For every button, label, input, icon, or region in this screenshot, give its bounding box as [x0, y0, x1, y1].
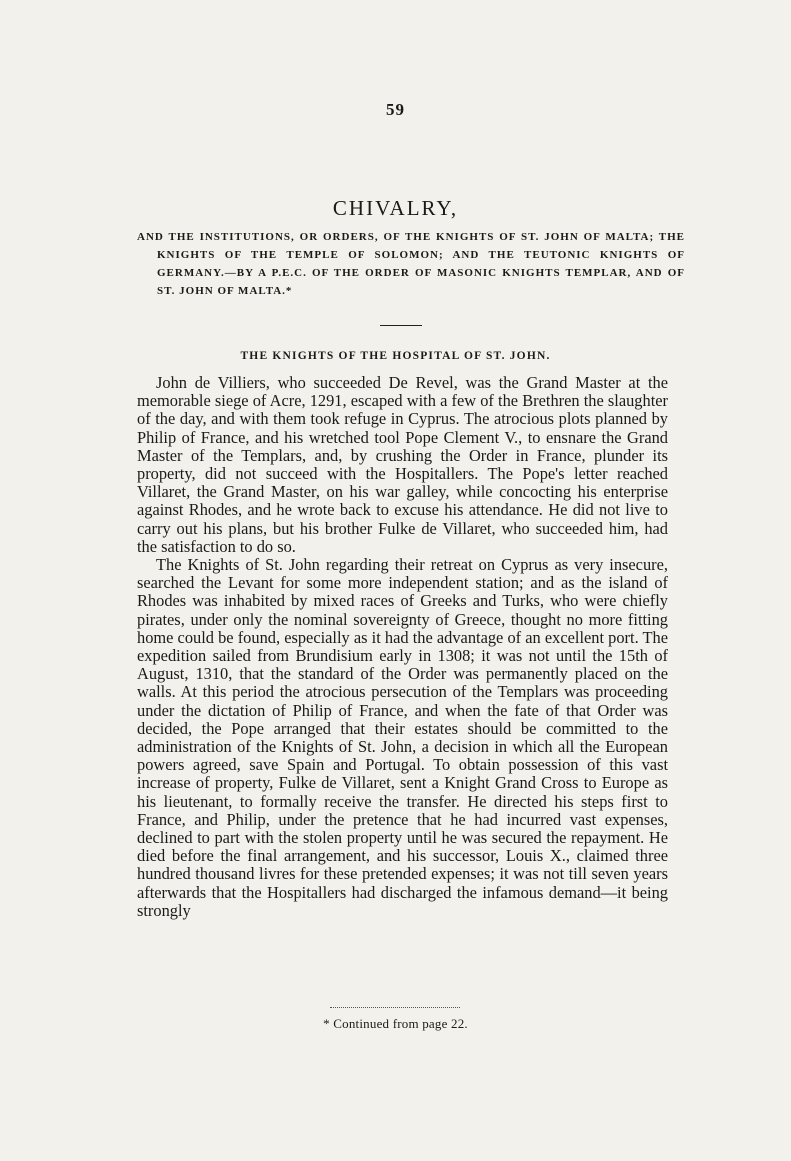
footnote: * Continued from page 22.	[323, 1016, 468, 1031]
article-title: CHIVALRY,	[332, 196, 459, 220]
page-number: 59	[386, 100, 405, 119]
body-paragraph-1: John de Villiers, who succeeded De Revel, was the Grand Master at the memorable siege of Acre, 1291, escaped with a few of the Brethren the slaughter of the day, and with them took refuge in Cyprus. The atrocious plots planned by Philip of France, and his wretched tool Pope Clement V., to ensnare the Grand Master of the Templars, and, by crushing the Order in France, plunder its property, did not succeed with the Hospitallers. The Pope's letter reached Villaret, the Grand Master, on his war galley, while concocting his enterprise against Rhodes, and he wrote back to excuse his attendance. He did not live to carry out his plans, but his brother Fulke de Villaret, who succeeded him, had the satisfaction to do so.	[137, 373, 668, 556]
footnote-divider	[330, 1007, 460, 1008]
body-paragraph-2: The Knights of St. John regarding their retreat on Cyprus as very insecure, searched the Levant for some more independent station; and as the island of Rhodes was inhabited by mixed races of Greeks and Turks, who were chiefly pirates, under only the nominal sovereignty of Greece, thought no more fitting home could be found, especially as it had the advantage of an excellent port. The expedition sailed from Brundisium early in 1308; it was not until the 15th of August, 1310, that the standard of the Order was permanently placed on the walls. At this period the atrocious persecution of the Templars was proceeding under the dictation of Philip of France, and when the fate of that Order was decided, the Pope arranged that their estates should be committed to the administration of the Knights of St. John, a decision in which all the European powers agreed, save Spain and Portugal. To obtain possession of this vast increase of property, Fulke de Villaret, sent a Knight Grand Cross to Europe as his lieutenant, to formally receive the transfer. He directed his steps first to France, and Philip, under the pretence that he had incurred vast expenses, declined to part with the stolen property until he was secured the repayment. He died before the final arrangement, and his successor, Louis X., claimed three hundred thousand livres for these pretended expenses; it was not till seven years afterwards that the Hospitallers had discharged the infamous demand—it being strongly	[137, 555, 668, 920]
article-subtitle: AND THE INSTITUTIONS, OR ORDERS, OF THE KNIGHTS OF ST. JOHN OF MALTA; THE KNIGHTS OF THE TEMPLE OF SOLOMON; AND THE TEUTONIC KNIGHTS OF GERMANY.—BY A P.E.C. OF THE ORDER OF MASONIC KNIGHTS TEMPLAR, AND OF ST. JOHN OF MALTA.*	[137, 231, 685, 297]
title-divider	[380, 325, 422, 326]
article-body	[137, 374, 668, 920]
section-heading: THE KNIGHTS OF THE HOSPITAL OF ST. JOHN.	[240, 350, 551, 362]
